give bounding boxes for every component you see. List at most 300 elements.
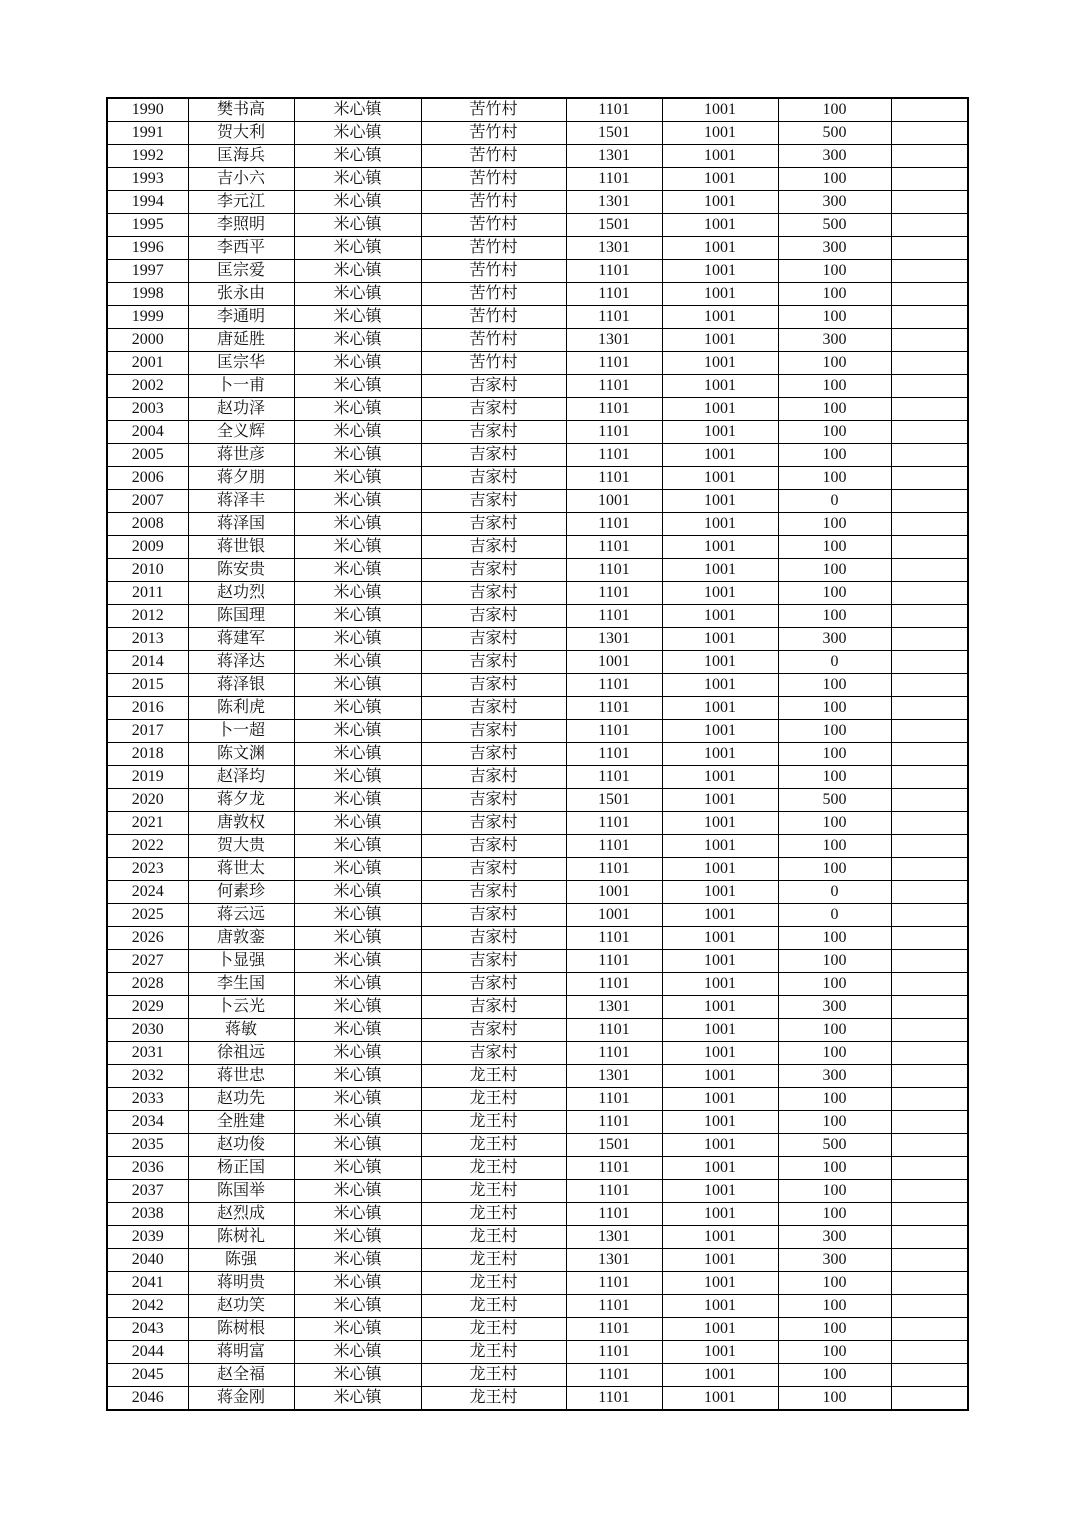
remark-cell — [891, 766, 968, 789]
table-row — [107, 306, 968, 329]
town-cell: 米心镇 — [294, 835, 421, 858]
row-number-cell: 2030 — [107, 1019, 188, 1042]
row-number-cell: 2004 — [107, 421, 188, 444]
amount-cell: 100 — [778, 1387, 891, 1411]
code-a-cell: 1301 — [566, 145, 662, 168]
name-cell: 李通明 — [188, 306, 294, 329]
code-b-cell: 1001 — [662, 674, 778, 697]
code-b-cell: 1001 — [662, 1019, 778, 1042]
row-number-cell: 1996 — [107, 237, 188, 260]
town-cell: 米心镇 — [294, 329, 421, 352]
remark-cell — [891, 628, 968, 651]
code-a-cell: 1101 — [566, 1341, 662, 1364]
code-b-cell: 1001 — [662, 168, 778, 191]
town-cell: 米心镇 — [294, 812, 421, 835]
remark-cell — [891, 513, 968, 536]
village-cell: 吉家村 — [421, 559, 566, 582]
remark-cell — [891, 743, 968, 766]
code-b-cell: 1001 — [662, 1226, 778, 1249]
town-cell: 米心镇 — [294, 789, 421, 812]
row-number-cell: 2011 — [107, 582, 188, 605]
village-cell: 苦竹村 — [421, 237, 566, 260]
village-cell: 苦竹村 — [421, 283, 566, 306]
row-number-cell: 2021 — [107, 812, 188, 835]
table-row — [107, 973, 968, 996]
amount-cell: 100 — [778, 398, 891, 421]
code-a-cell: 1301 — [566, 628, 662, 651]
amount-cell: 300 — [778, 329, 891, 352]
remark-cell — [891, 237, 968, 260]
name-cell: 陈安贵 — [188, 559, 294, 582]
remark-cell — [891, 1134, 968, 1157]
town-cell: 米心镇 — [294, 145, 421, 168]
row-number-cell: 2007 — [107, 490, 188, 513]
remark-cell — [891, 1180, 968, 1203]
code-b-cell: 1001 — [662, 145, 778, 168]
name-cell: 杨正国 — [188, 1157, 294, 1180]
table-row — [107, 1226, 968, 1249]
table-row — [107, 214, 968, 237]
town-cell: 米心镇 — [294, 191, 421, 214]
code-a-cell: 1101 — [566, 306, 662, 329]
town-cell: 米心镇 — [294, 559, 421, 582]
village-cell: 龙王村 — [421, 1088, 566, 1111]
amount-cell: 100 — [778, 421, 891, 444]
amount-cell: 100 — [778, 674, 891, 697]
name-cell: 唐敦銮 — [188, 927, 294, 950]
town-cell: 米心镇 — [294, 352, 421, 375]
remark-cell — [891, 168, 968, 191]
remark-cell — [891, 145, 968, 168]
name-cell: 卜显强 — [188, 950, 294, 973]
name-cell: 陈国举 — [188, 1180, 294, 1203]
amount-cell: 100 — [778, 513, 891, 536]
town-cell: 米心镇 — [294, 1088, 421, 1111]
table-row — [107, 1387, 968, 1411]
code-a-cell: 1101 — [566, 1042, 662, 1065]
village-cell: 吉家村 — [421, 904, 566, 927]
name-cell: 蒋世太 — [188, 858, 294, 881]
amount-cell: 100 — [778, 352, 891, 375]
code-b-cell: 1001 — [662, 1111, 778, 1134]
amount-cell: 100 — [778, 1157, 891, 1180]
remark-cell — [891, 1272, 968, 1295]
table-row — [107, 651, 968, 674]
remark-cell — [891, 98, 968, 122]
amount-cell: 100 — [778, 1203, 891, 1226]
row-number-cell: 1991 — [107, 122, 188, 145]
remark-cell — [891, 421, 968, 444]
amount-cell: 300 — [778, 191, 891, 214]
table-row — [107, 168, 968, 191]
code-a-cell: 1101 — [566, 1111, 662, 1134]
village-cell: 吉家村 — [421, 398, 566, 421]
village-cell: 吉家村 — [421, 720, 566, 743]
town-cell: 米心镇 — [294, 444, 421, 467]
code-a-cell: 1301 — [566, 1226, 662, 1249]
town-cell: 米心镇 — [294, 260, 421, 283]
table-row — [107, 283, 968, 306]
code-b-cell: 1001 — [662, 1272, 778, 1295]
village-cell: 龙王村 — [421, 1157, 566, 1180]
table-row — [107, 628, 968, 651]
town-cell: 米心镇 — [294, 651, 421, 674]
name-cell: 全胜建 — [188, 1111, 294, 1134]
row-number-cell: 2010 — [107, 559, 188, 582]
town-cell: 米心镇 — [294, 1226, 421, 1249]
amount-cell: 100 — [778, 98, 891, 122]
code-a-cell: 1501 — [566, 214, 662, 237]
village-cell: 龙王村 — [421, 1318, 566, 1341]
table-row — [107, 490, 968, 513]
amount-cell: 100 — [778, 1318, 891, 1341]
row-number-cell: 2028 — [107, 973, 188, 996]
table-row — [107, 743, 968, 766]
row-number-cell: 1992 — [107, 145, 188, 168]
row-number-cell: 2044 — [107, 1341, 188, 1364]
town-cell: 米心镇 — [294, 766, 421, 789]
village-cell: 吉家村 — [421, 1019, 566, 1042]
code-b-cell: 1001 — [662, 1364, 778, 1387]
town-cell: 米心镇 — [294, 881, 421, 904]
remark-cell — [891, 1249, 968, 1272]
table-row — [107, 766, 968, 789]
code-a-cell: 1101 — [566, 1088, 662, 1111]
code-a-cell: 1101 — [566, 950, 662, 973]
town-cell: 米心镇 — [294, 858, 421, 881]
name-cell: 陈利虎 — [188, 697, 294, 720]
row-number-cell: 2001 — [107, 352, 188, 375]
amount-cell: 300 — [778, 145, 891, 168]
name-cell: 何素珍 — [188, 881, 294, 904]
code-a-cell: 1101 — [566, 1180, 662, 1203]
name-cell: 陈树礼 — [188, 1226, 294, 1249]
code-b-cell: 1001 — [662, 582, 778, 605]
village-cell: 吉家村 — [421, 1042, 566, 1065]
village-cell: 龙王村 — [421, 1364, 566, 1387]
town-cell: 米心镇 — [294, 490, 421, 513]
table-row — [107, 98, 968, 122]
roster-body — [107, 98, 968, 1410]
row-number-cell: 2034 — [107, 1111, 188, 1134]
name-cell: 赵功笑 — [188, 1295, 294, 1318]
name-cell: 陈强 — [188, 1249, 294, 1272]
village-cell: 苦竹村 — [421, 168, 566, 191]
name-cell: 赵功俊 — [188, 1134, 294, 1157]
name-cell: 蒋敏 — [188, 1019, 294, 1042]
amount-cell: 300 — [778, 628, 891, 651]
roster-table — [106, 97, 969, 1411]
amount-cell: 100 — [778, 1295, 891, 1318]
code-b-cell: 1001 — [662, 490, 778, 513]
row-number-cell: 1990 — [107, 98, 188, 122]
table-row — [107, 1341, 968, 1364]
village-cell: 龙王村 — [421, 1226, 566, 1249]
table-row — [107, 858, 968, 881]
row-number-cell: 2017 — [107, 720, 188, 743]
name-cell: 蒋世银 — [188, 536, 294, 559]
table-row — [107, 1019, 968, 1042]
row-number-cell: 2045 — [107, 1364, 188, 1387]
name-cell: 陈文渊 — [188, 743, 294, 766]
code-a-cell: 1101 — [566, 168, 662, 191]
row-number-cell: 2003 — [107, 398, 188, 421]
code-b-cell: 1001 — [662, 375, 778, 398]
village-cell: 吉家村 — [421, 444, 566, 467]
row-number-cell: 2020 — [107, 789, 188, 812]
village-cell: 吉家村 — [421, 421, 566, 444]
name-cell: 蒋世彦 — [188, 444, 294, 467]
name-cell: 李照明 — [188, 214, 294, 237]
amount-cell: 100 — [778, 835, 891, 858]
village-cell: 龙王村 — [421, 1111, 566, 1134]
village-cell: 吉家村 — [421, 375, 566, 398]
table-row — [107, 697, 968, 720]
remark-cell — [891, 1318, 968, 1341]
town-cell: 米心镇 — [294, 1387, 421, 1411]
village-cell: 吉家村 — [421, 674, 566, 697]
code-b-cell: 1001 — [662, 812, 778, 835]
table-row — [107, 375, 968, 398]
village-cell: 吉家村 — [421, 605, 566, 628]
code-b-cell: 1001 — [662, 651, 778, 674]
remark-cell — [891, 260, 968, 283]
table-row — [107, 122, 968, 145]
town-cell: 米心镇 — [294, 1019, 421, 1042]
code-b-cell: 1001 — [662, 1088, 778, 1111]
row-number-cell: 2031 — [107, 1042, 188, 1065]
town-cell: 米心镇 — [294, 1157, 421, 1180]
remark-cell — [891, 1387, 968, 1411]
town-cell: 米心镇 — [294, 674, 421, 697]
remark-cell — [891, 789, 968, 812]
code-a-cell: 1301 — [566, 191, 662, 214]
name-cell: 陈树根 — [188, 1318, 294, 1341]
remark-cell — [891, 444, 968, 467]
code-a-cell: 1101 — [566, 1157, 662, 1180]
name-cell: 蒋建军 — [188, 628, 294, 651]
remark-cell — [891, 1111, 968, 1134]
town-cell: 米心镇 — [294, 98, 421, 122]
name-cell: 樊书高 — [188, 98, 294, 122]
code-a-cell: 1001 — [566, 904, 662, 927]
row-number-cell: 2027 — [107, 950, 188, 973]
town-cell: 米心镇 — [294, 214, 421, 237]
town-cell: 米心镇 — [294, 1364, 421, 1387]
village-cell: 龙王村 — [421, 1272, 566, 1295]
amount-cell: 100 — [778, 444, 891, 467]
amount-cell: 100 — [778, 697, 891, 720]
row-number-cell: 2005 — [107, 444, 188, 467]
amount-cell: 100 — [778, 858, 891, 881]
row-number-cell: 2008 — [107, 513, 188, 536]
town-cell: 米心镇 — [294, 306, 421, 329]
amount-cell: 0 — [778, 490, 891, 513]
village-cell: 吉家村 — [421, 927, 566, 950]
row-number-cell: 2040 — [107, 1249, 188, 1272]
table-row — [107, 237, 968, 260]
name-cell: 蒋泽国 — [188, 513, 294, 536]
row-number-cell: 1994 — [107, 191, 188, 214]
town-cell: 米心镇 — [294, 168, 421, 191]
table-row — [107, 904, 968, 927]
name-cell: 蒋夕朋 — [188, 467, 294, 490]
remark-cell — [891, 122, 968, 145]
town-cell: 米心镇 — [294, 628, 421, 651]
table-row — [107, 1088, 968, 1111]
amount-cell: 0 — [778, 881, 891, 904]
name-cell: 赵烈成 — [188, 1203, 294, 1226]
name-cell: 陈国理 — [188, 605, 294, 628]
village-cell: 龙王村 — [421, 1387, 566, 1411]
remark-cell — [891, 1226, 968, 1249]
remark-cell — [891, 1019, 968, 1042]
village-cell: 吉家村 — [421, 973, 566, 996]
row-number-cell: 2026 — [107, 927, 188, 950]
code-b-cell: 1001 — [662, 467, 778, 490]
code-b-cell: 1001 — [662, 421, 778, 444]
code-b-cell: 1001 — [662, 881, 778, 904]
village-cell: 苦竹村 — [421, 352, 566, 375]
remark-cell — [891, 697, 968, 720]
amount-cell: 100 — [778, 1042, 891, 1065]
town-cell: 米心镇 — [294, 375, 421, 398]
code-b-cell: 1001 — [662, 1134, 778, 1157]
code-a-cell: 1101 — [566, 559, 662, 582]
name-cell: 赵功烈 — [188, 582, 294, 605]
table-row — [107, 513, 968, 536]
village-cell: 吉家村 — [421, 628, 566, 651]
code-b-cell: 1001 — [662, 1065, 778, 1088]
remark-cell — [891, 352, 968, 375]
table-row — [107, 1203, 968, 1226]
village-cell: 吉家村 — [421, 467, 566, 490]
row-number-cell: 1999 — [107, 306, 188, 329]
table-row — [107, 1295, 968, 1318]
remark-cell — [891, 536, 968, 559]
village-cell: 吉家村 — [421, 812, 566, 835]
village-cell: 龙王村 — [421, 1249, 566, 1272]
code-b-cell: 1001 — [662, 444, 778, 467]
amount-cell: 100 — [778, 743, 891, 766]
village-cell: 吉家村 — [421, 651, 566, 674]
code-a-cell: 1101 — [566, 467, 662, 490]
village-cell: 龙王村 — [421, 1341, 566, 1364]
amount-cell: 100 — [778, 950, 891, 973]
table-row — [107, 1249, 968, 1272]
row-number-cell: 2022 — [107, 835, 188, 858]
code-b-cell: 1001 — [662, 1042, 778, 1065]
remark-cell — [891, 651, 968, 674]
name-cell: 李生国 — [188, 973, 294, 996]
amount-cell: 300 — [778, 1226, 891, 1249]
row-number-cell: 2038 — [107, 1203, 188, 1226]
amount-cell: 100 — [778, 1341, 891, 1364]
amount-cell: 100 — [778, 812, 891, 835]
table-row — [107, 1180, 968, 1203]
name-cell: 张永由 — [188, 283, 294, 306]
code-a-cell: 1101 — [566, 835, 662, 858]
code-b-cell: 1001 — [662, 559, 778, 582]
amount-cell: 100 — [778, 260, 891, 283]
code-a-cell: 1101 — [566, 536, 662, 559]
remark-cell — [891, 559, 968, 582]
remark-cell — [891, 1341, 968, 1364]
code-a-cell: 1301 — [566, 1065, 662, 1088]
code-b-cell: 1001 — [662, 260, 778, 283]
code-b-cell: 1001 — [662, 835, 778, 858]
remark-cell — [891, 812, 968, 835]
table-row — [107, 812, 968, 835]
name-cell: 唐敦权 — [188, 812, 294, 835]
remark-cell — [891, 375, 968, 398]
row-number-cell: 1995 — [107, 214, 188, 237]
village-cell: 吉家村 — [421, 743, 566, 766]
table-row — [107, 1042, 968, 1065]
amount-cell: 500 — [778, 1134, 891, 1157]
name-cell: 蒋金刚 — [188, 1387, 294, 1411]
row-number-cell: 2019 — [107, 766, 188, 789]
remark-cell — [891, 283, 968, 306]
code-b-cell: 1001 — [662, 973, 778, 996]
town-cell: 米心镇 — [294, 743, 421, 766]
code-b-cell: 1001 — [662, 191, 778, 214]
code-b-cell: 1001 — [662, 352, 778, 375]
code-a-cell: 1101 — [566, 858, 662, 881]
village-cell: 苦竹村 — [421, 122, 566, 145]
remark-cell — [891, 904, 968, 927]
remark-cell — [891, 191, 968, 214]
town-cell: 米心镇 — [294, 605, 421, 628]
remark-cell — [891, 835, 968, 858]
table-row — [107, 145, 968, 168]
town-cell: 米心镇 — [294, 582, 421, 605]
remark-cell — [891, 950, 968, 973]
code-a-cell: 1101 — [566, 375, 662, 398]
amount-cell: 0 — [778, 904, 891, 927]
name-cell: 李西平 — [188, 237, 294, 260]
remark-cell — [891, 858, 968, 881]
code-b-cell: 1001 — [662, 398, 778, 421]
row-number-cell: 2037 — [107, 1180, 188, 1203]
table-row — [107, 1157, 968, 1180]
code-a-cell: 1001 — [566, 490, 662, 513]
code-a-cell: 1301 — [566, 996, 662, 1019]
row-number-cell: 2032 — [107, 1065, 188, 1088]
row-number-cell: 2009 — [107, 536, 188, 559]
table-row — [107, 536, 968, 559]
amount-cell: 100 — [778, 1088, 891, 1111]
town-cell: 米心镇 — [294, 467, 421, 490]
town-cell: 米心镇 — [294, 1272, 421, 1295]
row-number-cell: 2024 — [107, 881, 188, 904]
code-a-cell: 1101 — [566, 98, 662, 122]
table-row — [107, 1111, 968, 1134]
name-cell: 蒋云远 — [188, 904, 294, 927]
village-cell: 吉家村 — [421, 996, 566, 1019]
table-row — [107, 881, 968, 904]
row-number-cell: 2023 — [107, 858, 188, 881]
village-cell: 苦竹村 — [421, 329, 566, 352]
name-cell: 赵功先 — [188, 1088, 294, 1111]
name-cell: 蒋明贵 — [188, 1272, 294, 1295]
village-cell: 吉家村 — [421, 697, 566, 720]
town-cell: 米心镇 — [294, 1111, 421, 1134]
table-row — [107, 582, 968, 605]
amount-cell: 100 — [778, 720, 891, 743]
code-a-cell: 1101 — [566, 398, 662, 421]
name-cell: 贺大贵 — [188, 835, 294, 858]
